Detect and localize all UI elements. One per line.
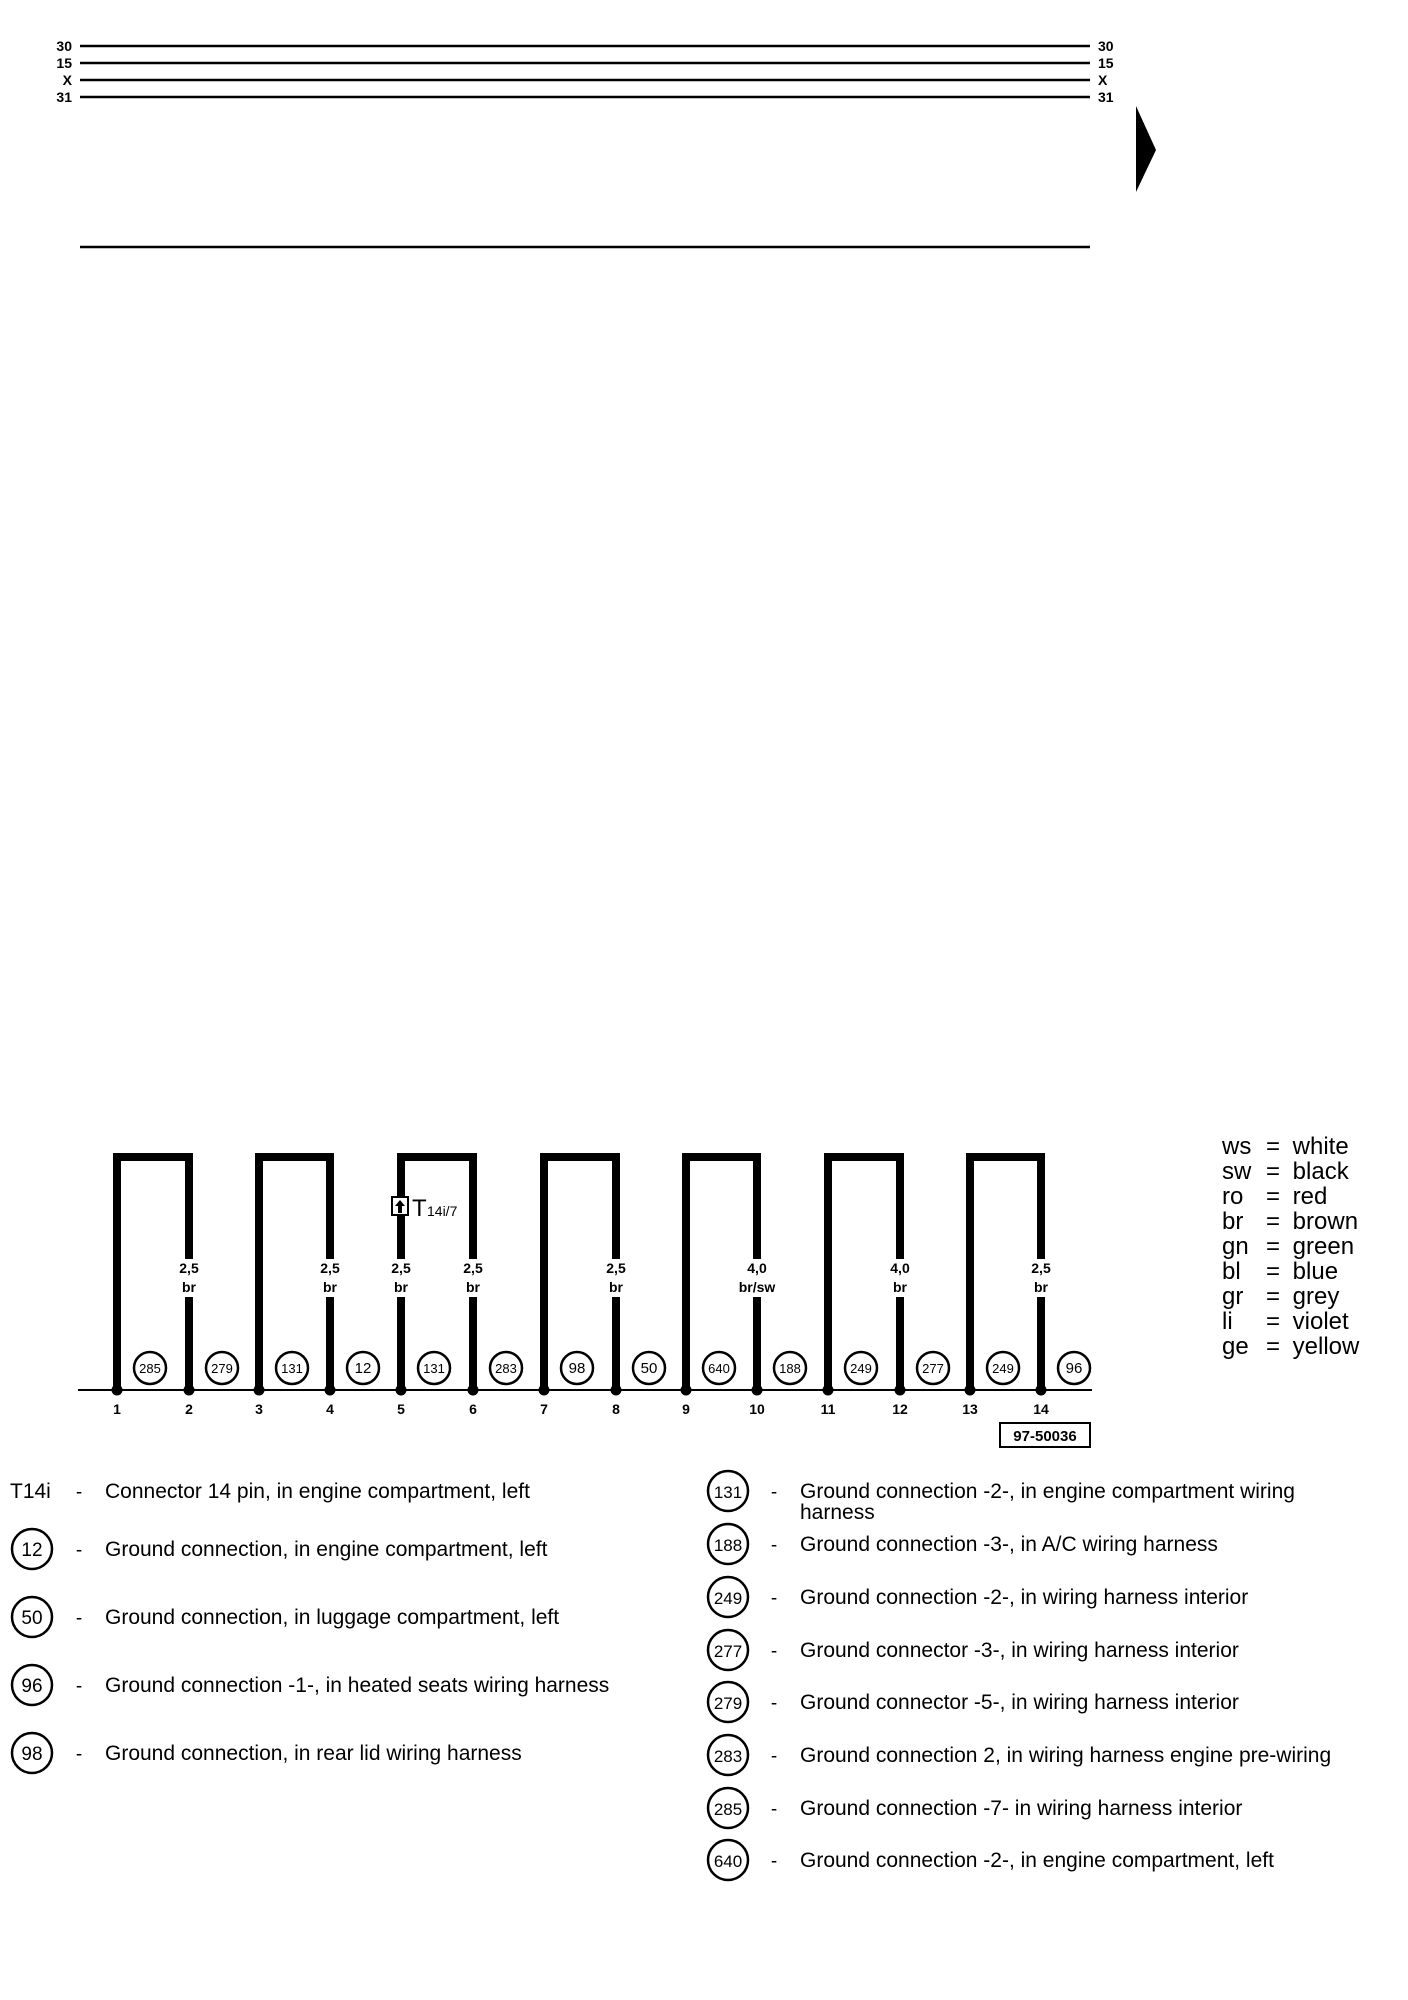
pin-number: 10: [749, 1401, 765, 1417]
pin-dot: [681, 1385, 692, 1396]
pin-dot: [254, 1385, 265, 1396]
pin-number: 11: [820, 1401, 836, 1417]
wire-gauge: 4,0: [747, 1260, 767, 1276]
pin-dot: [752, 1385, 763, 1396]
pin-number: 1: [113, 1401, 121, 1417]
equals-sign: =: [1266, 1283, 1281, 1310]
rail-label-right: X: [1098, 72, 1108, 88]
color-code: ro: [1222, 1183, 1244, 1210]
legend-description: Ground connection -2-, in engine compartment wiring: [800, 1480, 1295, 1503]
equals-sign: =: [1266, 1183, 1281, 1210]
ground-point-number: 50: [640, 1360, 658, 1377]
color-name: white: [1286, 1133, 1349, 1160]
legend-key: 98: [21, 1744, 43, 1765]
color-key-row: [1222, 1334, 1359, 1359]
pin-number: 13: [962, 1401, 978, 1417]
ground-point-number: 131: [423, 1361, 445, 1376]
wire-color: br: [609, 1279, 623, 1295]
legend-description: Ground connector -3-, in wiring harness interior: [800, 1639, 1239, 1662]
legend-dash: -: [75, 1676, 83, 1697]
wire-color: br: [323, 1279, 337, 1295]
ground-point-number: 131: [281, 1361, 303, 1376]
legend-dash: -: [770, 1746, 778, 1767]
legend-dash: -: [75, 1608, 83, 1629]
color-key-row: [1222, 1259, 1359, 1284]
wire-gauge: 2,5: [391, 1260, 411, 1276]
ground-point-number: 188: [779, 1361, 801, 1376]
legend-dash: -: [770, 1641, 778, 1662]
color-name: yellow: [1286, 1333, 1360, 1360]
color-name: grey: [1286, 1283, 1340, 1310]
legend-dash: -: [75, 1482, 83, 1503]
rail-label-right: 31: [1098, 89, 1114, 105]
legend-description: Ground connection -3-, in A/C wiring harness: [800, 1533, 1218, 1556]
pin-dot: [823, 1385, 834, 1396]
color-key-row: [1222, 1209, 1359, 1234]
pin-dot: [396, 1385, 407, 1396]
legend-description: Ground connection -1-, in heated seats wiring harness: [105, 1674, 610, 1697]
color-key-row: [1222, 1234, 1359, 1259]
wire-color: br: [893, 1279, 907, 1295]
wire-gauge: 2,5: [1031, 1260, 1051, 1276]
connector-flag-sub: 14i/7: [427, 1203, 458, 1219]
legend-dash: -: [770, 1588, 778, 1609]
color-code: br: [1222, 1208, 1244, 1235]
wire-gauge: 4,0: [890, 1260, 910, 1276]
rail-label-left: 30: [56, 38, 72, 54]
legend-description: harness: [800, 1501, 875, 1524]
ground-point-number: 96: [1065, 1360, 1083, 1377]
equals-sign: =: [1266, 1208, 1281, 1235]
pin-dot: [895, 1385, 906, 1396]
color-name: red: [1286, 1183, 1328, 1210]
color-key-row: [1222, 1159, 1359, 1184]
rail-label-left: X: [62, 72, 72, 88]
legend-dash: -: [770, 1482, 778, 1503]
connector-flag-code: T: [412, 1195, 427, 1222]
wire-color: br: [1034, 1279, 1048, 1295]
continue-arrow-icon: [1136, 106, 1156, 192]
legend-description: Ground connection, in engine compartment, left: [105, 1538, 548, 1561]
ground-point-number: 277: [922, 1361, 944, 1376]
pin-dot: [325, 1385, 336, 1396]
legend-key: 283: [713, 1747, 743, 1766]
wire-gauge: 2,5: [179, 1260, 199, 1276]
color-code: li: [1222, 1308, 1233, 1335]
legend-dash: -: [75, 1540, 83, 1561]
ground-point-number: 249: [850, 1361, 872, 1376]
legend-key: 12: [21, 1540, 43, 1561]
pin-dot: [965, 1385, 976, 1396]
legend-description: Ground connection, in luggage compartment, left: [105, 1606, 560, 1629]
color-code: ge: [1222, 1333, 1249, 1360]
ground-point-number: 12: [354, 1360, 372, 1377]
ground-point-number: 249: [992, 1361, 1014, 1376]
legend-key: 50: [21, 1608, 43, 1629]
ground-point-number: 279: [211, 1361, 233, 1376]
equals-sign: =: [1266, 1133, 1281, 1160]
color-name: violet: [1286, 1308, 1349, 1335]
wire-gauge: 2,5: [606, 1260, 626, 1276]
pin-dot: [1036, 1385, 1047, 1396]
legend-dash: -: [770, 1535, 778, 1556]
color-key-row: [1222, 1184, 1359, 1209]
legend-description: Ground connection -7- in wiring harness interior: [800, 1797, 1243, 1820]
color-code: gn: [1222, 1233, 1249, 1260]
color-key-row: [1222, 1284, 1359, 1309]
pin-number: 7: [540, 1401, 548, 1417]
color-key-row: [1222, 1134, 1359, 1159]
legend-key: 640: [713, 1852, 743, 1871]
color-code: ws: [1222, 1133, 1252, 1160]
pin-dot: [611, 1385, 622, 1396]
color-name: brown: [1286, 1208, 1359, 1235]
legend-dash: -: [75, 1744, 83, 1765]
pin-number: 4: [326, 1401, 334, 1417]
legend-dash: -: [770, 1799, 778, 1820]
pin-number: 14: [1033, 1401, 1049, 1417]
pin-dot: [112, 1385, 123, 1396]
legend-key: 188: [713, 1536, 743, 1555]
pin-dot: [184, 1385, 195, 1396]
wire-gauge: 2,5: [463, 1260, 483, 1276]
ground-point-number: 98: [568, 1360, 586, 1377]
ground-point-number: 285: [139, 1361, 161, 1376]
legend-description: Ground connector -5-, in wiring harness interior: [800, 1691, 1239, 1714]
equals-sign: =: [1266, 1308, 1281, 1335]
color-key: [1222, 1134, 1359, 1359]
equals-sign: =: [1266, 1158, 1281, 1185]
ground-point-number: 283: [495, 1361, 517, 1376]
pin-number: 9: [682, 1401, 690, 1417]
legend-key: T14i: [10, 1480, 51, 1503]
rail-label-right: 30: [1098, 38, 1114, 54]
legend-dash: -: [770, 1851, 778, 1872]
color-key-row: [1222, 1309, 1359, 1334]
pin-dot: [539, 1385, 550, 1396]
legend-description: Ground connection 2, in wiring harness engine pre-wiring: [800, 1744, 1332, 1767]
pin-number: 5: [397, 1401, 405, 1417]
wire-gauge: 2,5: [320, 1260, 340, 1276]
legend-key: 285: [713, 1800, 743, 1819]
pin-number: 3: [255, 1401, 263, 1417]
legend-description: Connector 14 pin, in engine compartment, left: [105, 1480, 530, 1503]
pin-number: 2: [185, 1401, 193, 1417]
ref-number: 97-50036: [1013, 1428, 1077, 1445]
color-name: green: [1286, 1233, 1355, 1260]
legend-key: 279: [713, 1694, 743, 1713]
pin-number: 8: [612, 1401, 620, 1417]
wire-color: br: [394, 1279, 408, 1295]
equals-sign: =: [1266, 1258, 1281, 1285]
legend-description: Ground connection -2-, in engine compartment, left: [800, 1849, 1274, 1872]
color-code: gr: [1222, 1283, 1244, 1310]
pin-number: 6: [469, 1401, 477, 1417]
wire-color: br: [182, 1279, 196, 1295]
legend-key: 277: [713, 1642, 743, 1661]
legend-key: 131: [713, 1483, 743, 1502]
legend-key: 96: [21, 1676, 43, 1697]
equals-sign: =: [1266, 1233, 1281, 1260]
equals-sign: =: [1266, 1333, 1281, 1360]
ground-point-number: 640: [708, 1361, 730, 1376]
color-name: black: [1286, 1158, 1349, 1185]
color-name: blue: [1286, 1258, 1339, 1285]
color-code: bl: [1222, 1258, 1241, 1285]
legend-description: Ground connection -2-, in wiring harness interior: [800, 1586, 1249, 1609]
wire-color: br: [466, 1279, 480, 1295]
color-code: sw: [1222, 1158, 1252, 1185]
legend-dash: -: [770, 1693, 778, 1714]
rail-label-left: 15: [56, 55, 72, 71]
legend-key: 249: [713, 1589, 743, 1608]
rail-label-right: 15: [1098, 55, 1114, 71]
pin-dot: [468, 1385, 479, 1396]
wire-color: br/sw: [738, 1279, 776, 1295]
legend-description: Ground connection, in rear lid wiring harness: [105, 1742, 522, 1765]
rail-label-left: 31: [56, 89, 72, 105]
pin-number: 12: [892, 1401, 908, 1417]
